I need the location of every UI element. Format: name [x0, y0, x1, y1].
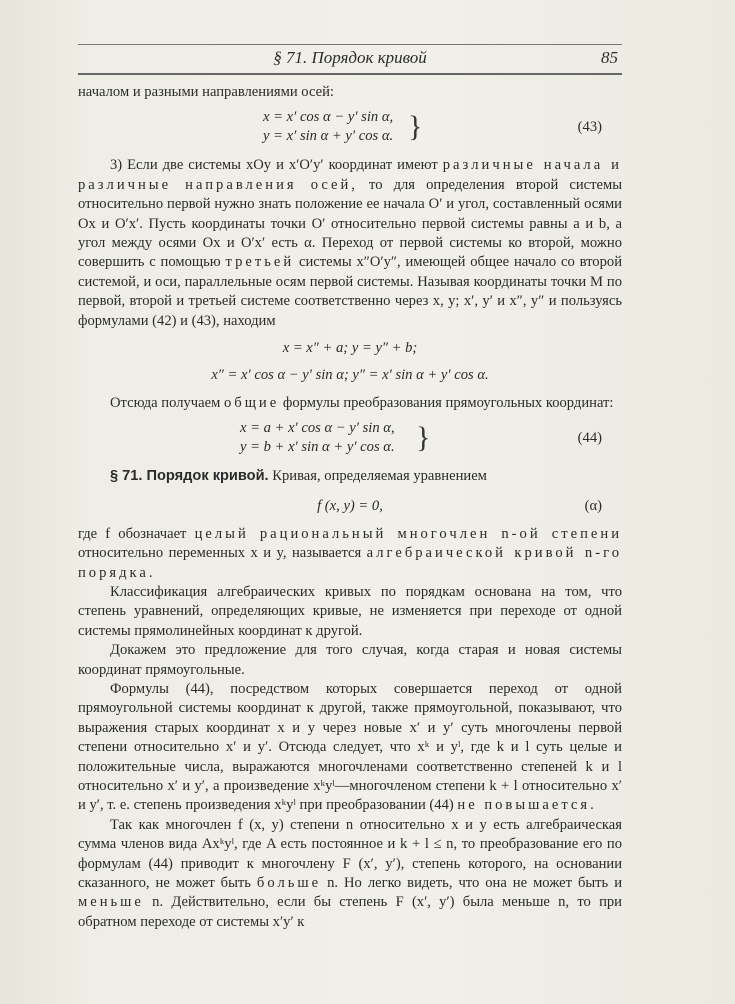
text-run: Кривая, определяемая уравнением [268, 468, 487, 485]
text-run: Формулы (44), посредством которых совершается переход от одной прямоугольной системы координат к другой, также прямоугольной, показывают, что выражения старых координат x и y через новые x′ и y′ суть многочлены первой степени относительно x′ и y′. Отсюда следует, что xᵏ и yˡ, где k и l суть целые и положительные числа, выражаются многочленами соответственно степеней k и l относительно x′ и y′, а произведение xᵏyˡ—многочленом степени k + l относительно x′ и y′, т. е. степень произведения xᵏyˡ при преобразовании (44) [78, 680, 622, 814]
emphasis-text: целый рациональный многочлен n-ой степени [194, 525, 623, 542]
equation-number: (44) [577, 430, 602, 447]
page-number: 85 [601, 48, 618, 67]
equation-43 [78, 108, 622, 152]
paragraph-polynomial [78, 816, 622, 932]
emphasis-text: не повышается. [457, 797, 597, 814]
equation-line: x = a + x′ cos α − y′ sin α, [240, 420, 395, 437]
emphasis-text: различные начала и различные направления осей, [78, 157, 622, 193]
text-run: n. Действительно, если бы степень F (x′, y′) была меньше n, то при обратном переходе от системы x′y′ к [78, 894, 622, 930]
equation-shift: x = x″ + a; y = y″ + b; [282, 340, 418, 357]
paragraph-definition [78, 525, 622, 583]
equation-expression: f (x, y) = 0, [317, 497, 383, 514]
text-run: Так как многочлен f (x, y) степени n относительно x и y есть алгебраическая сумма членов вида Axᵏyˡ, где A есть постоянное и k + l ≤ n, то преобразование его по формулам (44) приводит к многочлену F (x′, y′), степень которого, на основании сказанного, не может быть [78, 816, 622, 891]
text-run: 3) Если две системы xOy и x′O′y′ координат имеют [110, 157, 443, 174]
body-text [78, 83, 622, 932]
equation-number: (43) [577, 119, 602, 136]
text-run: относительно переменных x и y, называется [78, 545, 367, 562]
text-run: Отсюда получаем [110, 394, 224, 411]
section-title: § 71. Порядок кривой. [110, 468, 269, 485]
paragraph-general-formulas [78, 394, 622, 413]
paragraph-proof-intro: Докажем это предложение для того случая, когда старая и новая системы координат прямоугольные. [78, 642, 622, 678]
paragraph-classification: Классификация алгебраических кривых по порядкам основана на том, что степень уравнений, определяющих кривые, не изменяется при переходе от одной системы прямолинейных координат к другой. [78, 583, 622, 639]
emphasis-text: меньше [78, 894, 144, 911]
emphasis-text: общие [223, 394, 280, 411]
right-brace-icon: } [408, 110, 423, 144]
text-run: то для определения второй системы относительно первой нужно знать положение ее начала O′ и угол, составленный осями Ox и O′x′. Пусть координаты точки O′ относительно первой системы равны a и b, а угол между осями Ox и O′x′ есть α. Переход от первой системы ко второй, можно совершить с помощью [78, 176, 622, 271]
emphasis-text: третьей [225, 254, 295, 271]
equation-line: y = x′ sin α + y′ cos α. [263, 128, 394, 145]
text-run: n. Но легко видеть, что она не может быть и [321, 875, 623, 891]
equation-rotation: x″ = x′ cos α − y′ sin α; y″ = x′ sin α + y′ cos α. [211, 367, 489, 384]
emphasis-text: больше [256, 875, 322, 891]
emphasis-text: алгебраической кривой n-го порядка. [78, 545, 622, 581]
text-run: формулы преобразования прямоугольных координат: [279, 394, 614, 411]
paragraph-3 [78, 156, 622, 331]
text-run: где f обозначает [78, 525, 195, 542]
paragraph-continuation: началом и разными направлениями осей: [78, 84, 334, 100]
running-header [78, 44, 622, 75]
equation-alpha [78, 493, 622, 519]
equation-number: (α) [584, 497, 602, 514]
running-title: § 71. Порядок кривой [273, 48, 427, 67]
section-heading-paragraph [78, 467, 622, 486]
paragraph-formulas-44 [78, 680, 622, 816]
equation-line: x = x′ cos α − y′ sin α, [263, 109, 394, 126]
right-brace-icon: } [416, 421, 431, 455]
equation-44 [78, 419, 622, 463]
equation-line: y = b + x′ sin α + y′ cos α. [240, 439, 395, 456]
text-run: системы x″O′y″, имеющей общее начало со второй системой, и оси, параллельные осям первой системы. Называя координаты точки M по первой, второй и третьей системе соответственно через x, y; x′, y′ и x″, y″ и пользуясь формулами (42) и (43), находим [78, 254, 622, 329]
